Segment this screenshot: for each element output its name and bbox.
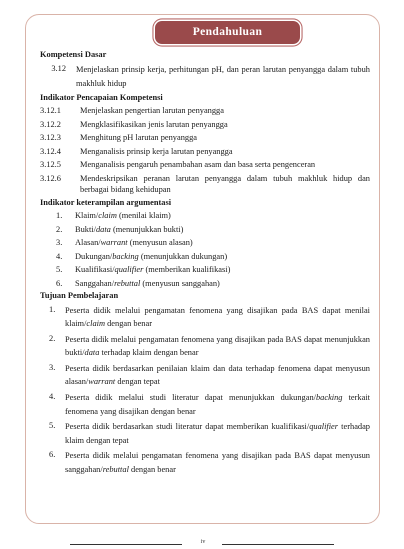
keterampilan-term: Dukungan/: [75, 251, 113, 261]
keterampilan-number: 3.: [56, 238, 63, 247]
keterampilan-description: (menyusun alasan): [127, 238, 193, 247]
keterampilan-text: [75, 237, 370, 249]
keterampilan-number: 6.: [56, 278, 63, 288]
kd-text: Menjelaskan prinsip kerja, perhitungan pH, dan peran larutan penyangga dalam tubuh makhluk hidup: [76, 64, 370, 88]
keterampilan-item: [40, 237, 370, 249]
tujuan-number: 4.: [49, 392, 56, 402]
tujuan-item: [40, 333, 370, 360]
keterampilan-item: [40, 251, 370, 263]
keterampilan-item: [40, 210, 370, 222]
footer-rule-right: [222, 544, 334, 545]
keterampilan-number: 2.: [56, 224, 63, 234]
keterampilan-description: (memberikan kualifikasi): [143, 265, 231, 274]
indikator-item: [40, 146, 370, 158]
keterampilan-text: [75, 224, 370, 236]
keterampilan-description: (menilai klaim): [116, 211, 171, 220]
keterampilan-term: Bukti/: [75, 224, 96, 234]
tujuan-number: 5.: [49, 421, 56, 431]
keterampilan-term: Klaim/: [75, 211, 99, 220]
tujuan-item: [40, 449, 370, 476]
keterampilan-term-english: warrant: [100, 238, 128, 247]
indikator-text: Mengklasifikasikan jenis larutan penyangga: [80, 119, 228, 129]
indikator-text: Menjelaskan pengertian larutan penyangga: [80, 106, 224, 115]
tujuan-text: [65, 333, 370, 360]
tujuan-item: [40, 304, 370, 331]
keterampilan-description: (menyusun sanggahan): [140, 278, 220, 288]
footer-rule-left: [70, 544, 182, 545]
page-footer: [70, 540, 334, 548]
tujuan-number: 1.: [49, 304, 56, 314]
indikator-text: Menghitung pH larutan penyangga: [80, 133, 197, 142]
tujuan-list: [40, 304, 370, 477]
indikator-item: [40, 132, 370, 144]
keterampilan-description: (menunjukkan dukungan): [138, 251, 228, 261]
tujuan-text: [65, 420, 370, 447]
keterampilan-term-english: backing: [112, 251, 139, 261]
tujuan-text-main: Peserta didik berdasarkan studi literatur dapat memberikan kualifikasi/: [65, 422, 310, 432]
tujuan-item: [40, 391, 370, 418]
indikator-text: Menganalisis pengaruh penambahan asam dan basa serta pengenceran: [80, 160, 316, 169]
kompetensi-dasar-item: [40, 63, 370, 91]
keterampilan-description: (menunjukkan bukti): [110, 224, 184, 234]
tujuan-text-end: dengan benar: [105, 319, 152, 329]
tujuan-term-english: data: [84, 348, 100, 358]
tujuan-text: [65, 449, 370, 476]
tujuan-text: [65, 304, 370, 331]
keterampilan-text: [75, 278, 370, 290]
keterampilan-number: 4.: [56, 251, 63, 261]
keterampilan-number: 1.: [56, 211, 63, 220]
indikator-item: [40, 159, 370, 171]
indikator-text: Mendeskripsikan peranan larutan penyangga dalam tubuh makhluk hidup dan berbagai bidang kehidupan: [80, 173, 370, 194]
page-number: iv: [200, 539, 206, 545]
tujuan-heading: Tujuan Pembelajaran: [40, 291, 119, 300]
tujuan-text-main: Peserta didik melalui studi literatur dapat menunjukkan dukungan/: [65, 393, 316, 403]
tujuan-text-main: Peserta didik berdasarkan penilaian klaim dan data terhadap fenomena dapat menyusun alasan/: [65, 363, 370, 387]
indikator-number: 3.12.5: [40, 160, 61, 169]
keterampilan-term-english: rebuttal: [114, 278, 141, 288]
tujuan-text-main: Peserta didik melalui pengamatan fenomena yang disajikan pada BAS dapat menyusun sanggahan/: [65, 451, 370, 475]
keterampilan-item: [40, 278, 370, 290]
keterampilan-list: [40, 210, 370, 289]
section-title-banner: Pendahuluan: [155, 21, 300, 44]
keterampilan-text: [75, 210, 370, 222]
tujuan-term-english: warrant: [88, 377, 116, 387]
keterampilan-item: [40, 224, 370, 236]
tujuan-text-end: terhadap klaim dengan benar: [99, 348, 199, 358]
tujuan-term-english: qualifier: [309, 422, 339, 432]
keterampilan-term: Sanggahan/: [75, 278, 115, 288]
keterampilan-term: Alasan/: [75, 238, 101, 247]
keterampilan-number: 5.: [56, 265, 63, 274]
tujuan-number: 2.: [49, 333, 56, 343]
indikator-list: [40, 105, 370, 196]
kompetensi-dasar-heading: Kompetensi Dasar: [40, 50, 107, 59]
indikator-text: Menganalisis prinsip kerja larutan penyangga: [80, 146, 233, 156]
keterampilan-term: Kualifikasi/: [75, 265, 115, 274]
indikator-number: 3.12.3: [40, 133, 61, 142]
tujuan-item: [40, 420, 370, 447]
tujuan-text-end: dengan tepat: [115, 377, 160, 387]
indikator-number: 3.12.1: [40, 106, 61, 115]
indikator-number: 3.12.2: [40, 119, 61, 129]
keterampilan-heading: Indikator keterampilan argumentasi: [40, 197, 172, 207]
tujuan-term-english: claim: [86, 319, 106, 329]
keterampilan-term-english: claim: [98, 211, 117, 220]
tujuan-text-end: dengan benar: [128, 465, 176, 475]
tujuan-item: [40, 362, 370, 389]
tujuan-term-english: rebuttal: [102, 465, 129, 475]
tujuan-number: 6.: [49, 450, 56, 460]
indikator-item: [40, 119, 370, 131]
tujuan-text: [65, 362, 370, 389]
indikator-heading: Indikator Pencapaian Kompetensi: [40, 92, 163, 102]
indikator-number: 3.12.4: [40, 146, 61, 156]
tujuan-text-end: terkait fenomena yang disajikan dengan benar: [65, 393, 370, 416]
indikator-number: 3.12.6: [40, 173, 61, 183]
keterampilan-term-english: qualifier: [114, 265, 144, 274]
tujuan-number: 3.: [49, 362, 56, 372]
page-content: [40, 48, 370, 477]
keterampilan-term-english: data: [95, 224, 111, 234]
tujuan-text-main: Peserta didik melalui pengamatan fenomena yang disajikan pada BAS dapat menilai klaim/: [65, 305, 370, 329]
kd-number: 3.12: [51, 63, 66, 73]
indikator-item: [40, 105, 370, 117]
keterampilan-text: [75, 251, 370, 263]
tujuan-text-main: Peserta didik melalui pengamatan fenomena yang disajikan pada BAS dapat menunjukkan bukti/: [65, 334, 370, 358]
indikator-item: [40, 173, 370, 196]
keterampilan-text: [75, 264, 370, 276]
tujuan-term-english: backing: [315, 393, 343, 403]
tujuan-text: [65, 391, 370, 418]
keterampilan-item: [40, 264, 370, 276]
tujuan-text-end: terhadap klaim dengan tepat: [65, 422, 370, 445]
